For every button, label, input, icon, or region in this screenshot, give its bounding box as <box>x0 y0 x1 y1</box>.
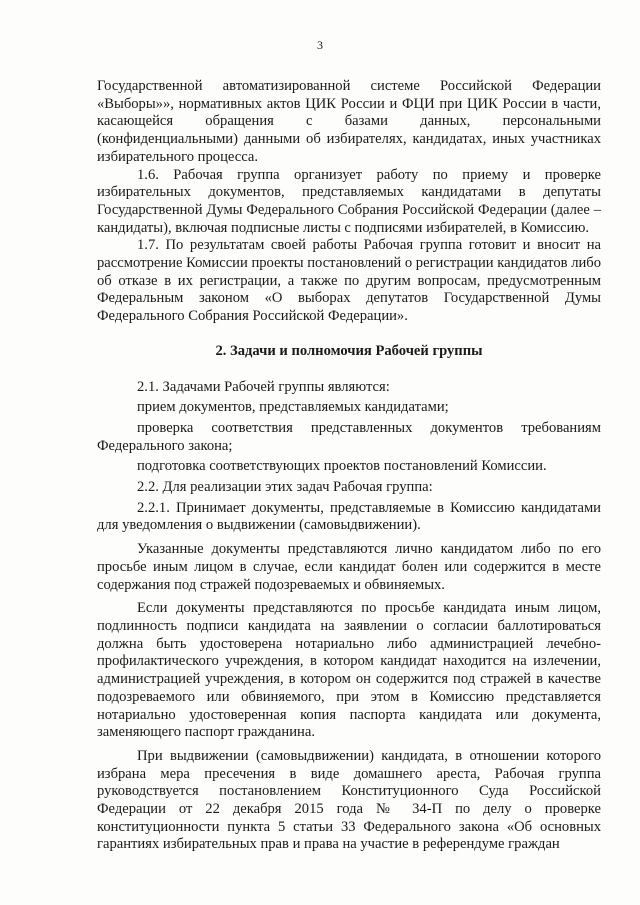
paragraph-house-arrest: При выдвижении (самовыдвижении) кандидата, в отношении которого избрана мера пресечения в виде домашнего ареста, Рабочая группа руководствуется постановлением Конституционного Суда Российской Федерации от 22 декабря 2015 года № 34-П по делу о проверке конституционности пункта 5 статьи 33 Федерального закона «Об основных гарантиях избирательных прав и права на участие в референдуме граждан <box>97 747 601 853</box>
list-item: подготовка соответствующих проектов постановлений Комиссии. <box>137 458 547 475</box>
page-number: 3 <box>317 38 323 52</box>
paragraph-2-2: 2.2. Для реализации этих задач Рабочая группа: <box>137 479 433 496</box>
paragraph-2-2-1: 2.2.1. Принимает документы, представляемые в Комиссию кандидатами для уведомления о выдвижении (самовыдвижении). <box>97 499 601 534</box>
paragraph-continuation: Государственной автоматизированной системе Российской Федерации «Выборы»», нормативных актов ЦИК России и ФЦИ при ЦИК России в части, касающейся обращения с базами данных, персональными (конфиденциальными) данными об избирателях, кандидатах, иных участниках избирательного процесса. <box>97 78 601 165</box>
paragraph-1-7: 1.7. По результатам своей работы Рабочая группа готовит и вносит на рассмотрение Комиссии проекты постановлений о регистрации кандидатов либо об отказе в их регистрации, а также по другим вопросам, предусмотренным Федеральным законом «О выборах депутатов Государственной Думы Федерального Собрания Российской Федерации». <box>97 237 602 325</box>
section-heading: 2. Задачи и полномочия Рабочей группы <box>215 342 483 359</box>
document-body <box>97 78 601 854</box>
paragraph-2-1: 2.1. Задачами Рабочей группы являются: <box>137 378 390 395</box>
list-item: проверка соответствия представленных документов требованиям Федерального закона; <box>97 419 601 454</box>
paragraph-documents-submission: Указанные документы представляются лично кандидатом либо по его просьбе иным лицом в случае, если кандидат болен или содержится в месте содержания под стражей подозреваемых и обвиняемых. <box>97 541 601 593</box>
list-item: прием документов, представляемых кандидатами; <box>137 399 449 416</box>
paragraph-1-6: 1.6. Рабочая группа организует работу по приему и проверке избирательных документов, представляемых кандидатами в депутаты Государственной Думы Федерального Собрания Российской Федерации (далее – кандидаты), включая подписные листы с подписями избирателей, в Комиссию. <box>97 166 601 236</box>
paragraph-signature-authentication: Если документы представляются по просьбе кандидата иным лицом, подлинность подписи кандидата на заявлении о согласии баллотироваться должна быть удостоверена нотариально либо администрацией лечебно-профилактического учреждения, в котором кандидат находится на излечении, администрацией учреждения, в котором он содержится под стражей в качестве подозреваемого или обвиняемого, при этом в Комиссию представляется нотариально удостоверенная копия паспорта кандидата или документа, заменяющего паспорт гражданина. <box>97 600 601 741</box>
